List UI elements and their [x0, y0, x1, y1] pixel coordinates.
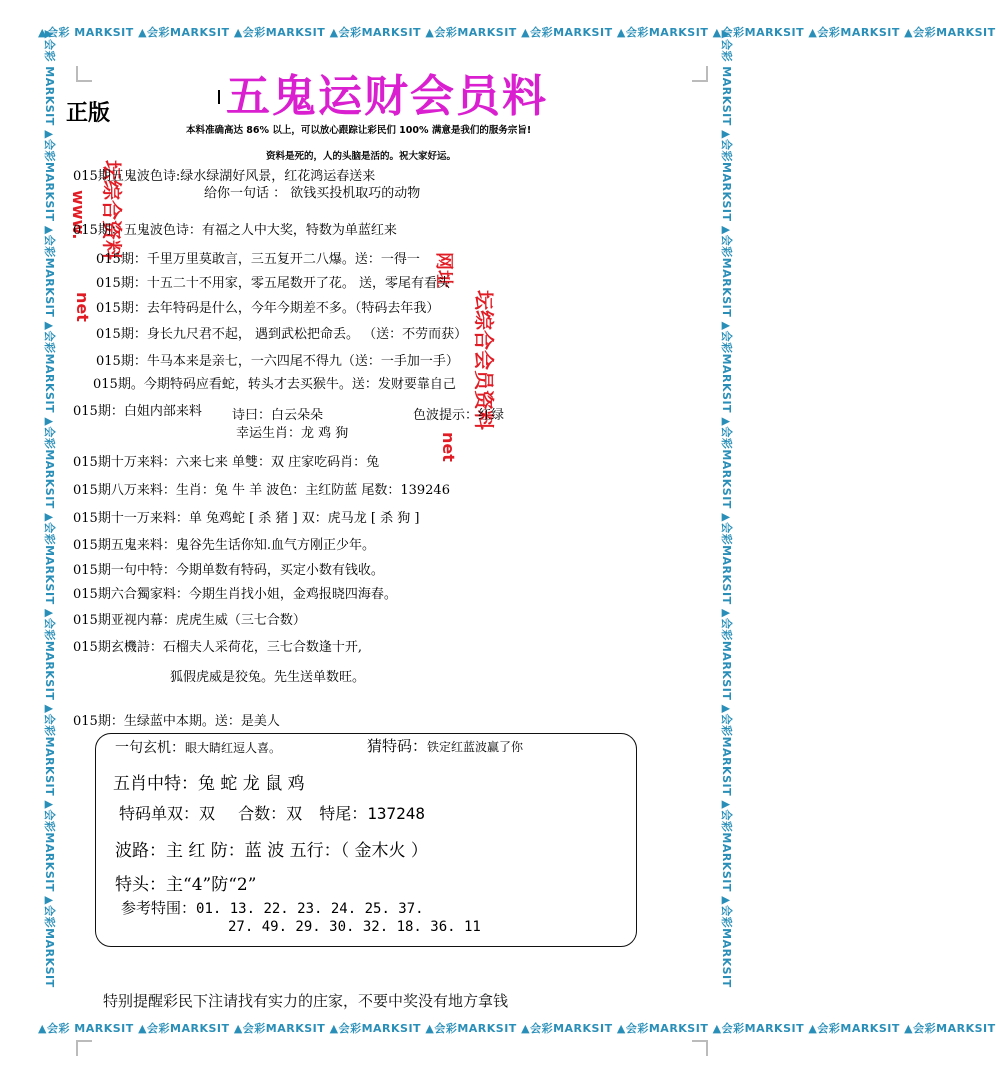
border-bottom: ▲会彩 MARKSIT ▲会彩MARKSIT ▲会彩MARKSIT ▲会彩MARKSIT ▲会彩MARKSIT ▲会彩MARKSIT ▲会彩MARKSIT ▲会彩MARKSIT ▲会彩MARKSIT ▲会彩MARKSIT: [38, 1022, 996, 1035]
border-right-text: ▲会彩 MARKSIT ▲会彩MARKSIT ▲会彩MARKSIT ▲会彩MARKSIT ▲会彩MARKSIT ▲会彩MARKSIT ▲会彩MARKSIT ▲会彩MARKSIT ▲会彩MARKSIT ▲会彩MARKSIT: [720, 30, 733, 988]
watermark-text-c: net: [73, 292, 92, 322]
ref-row: [121, 897, 424, 918]
edition-label: 正版: [66, 100, 111, 126]
head-row: [115, 870, 256, 895]
tail-label: 特尾：: [319, 804, 368, 823]
subtitle-accuracy: 本料准确高达 86% 以上，可以放心跟踪让彩民们 100% 满意是我们的服务宗旨!: [186, 125, 532, 136]
line-liuhe: 015期六合獨家料：今期生肖找小姐，金鸡报晓四海春。: [73, 587, 397, 602]
watermark-text-d: 网址: [433, 252, 454, 288]
line-80k: 015期八万来料：生肖：兔 牛 羊 波色：主红防蓝 尾数：139246: [73, 483, 450, 498]
head-text: 主“4”防“2”: [166, 875, 257, 895]
ref-line-1: 01. 13. 22. 23. 24. 25. 37.: [196, 901, 424, 917]
line-five-ghost: 015期五鬼来料：鬼谷先生话你知.血气方刚正少年。: [73, 538, 375, 553]
line-baijie-zodiac: 幸运生肖：龙 鸡 狗: [236, 426, 349, 441]
line-poem-8: 015期。今期特码应看蛇，转头才去买猴牛。送：发财要靠自己: [93, 377, 456, 392]
line-wave-poem-2: 015期：五鬼波色诗：有福之人中大奖，特数为单蓝红来: [73, 223, 397, 238]
subtitle-luck: 资料是死的，人的头脑是活的。祝大家好运。: [266, 151, 457, 162]
guess-text: 铁定红蓝波赢了你: [427, 740, 524, 754]
line-poem-4: 015期：十五二十不用家，零五尾数开了花。 送，零尾有看头: [96, 276, 450, 291]
guess-label: 猜特码：: [367, 737, 428, 755]
line-one-sentence: 015期一句中特：今期单数有特码，买定小数有钱收。: [73, 563, 384, 578]
footer-reminder: 特别提醒彩民下注请找有实力的庄家，不要中奖没有地方拿钱: [103, 992, 509, 1010]
wave-text: 主 红 防：蓝 波 五行：（ 金木火 ）: [166, 841, 428, 861]
wave-label: 波路：: [115, 841, 166, 861]
border-right: [717, 30, 735, 1030]
line-advice: 给你一句话 ： 欲钱买投机取巧的动物: [204, 186, 421, 201]
watermark-text-b: www.: [69, 190, 88, 240]
crop-mark-br: [692, 1040, 708, 1056]
odd-even-value: 双: [199, 804, 216, 823]
guess-row: [367, 735, 523, 756]
watermark-text-f: net: [439, 432, 458, 462]
riddle-label: 一句玄机：: [115, 740, 185, 756]
ref-label: 参考特围：: [121, 899, 197, 917]
line-poem-3: 015期：千里万里莫敢言，三五复开二八爆。送：一得一: [96, 252, 420, 267]
line-poem-6: 015期：身长九尺君不起， 遇到武松把命丢。 （送：不劳而获）: [96, 327, 468, 342]
line-mystic-poem: 015期玄機詩：石榴夫人采荷花，三七合数逢十开,: [73, 640, 362, 655]
line-mystic-poem-2: 狐假虎威是狡兔。先生送单数旺。: [170, 670, 366, 685]
riddle-row: [115, 737, 281, 757]
riddle-text: 眼大睛红逗人喜。: [185, 741, 282, 755]
watermark-text-a: 坛综合资料: [100, 160, 124, 260]
border-left-text: ▲会彩 MARKSIT ▲会彩MARKSIT ▲会彩MARKSIT ▲会彩MARKSIT ▲会彩MARKSIT ▲会彩MARKSIT ▲会彩MARKSIT ▲会彩MARKSIT ▲会彩MARKSIT ▲会彩MARKSIT: [43, 30, 56, 988]
line-asia-tv: 015期亚视内幕：虎虎生威（三七合数）: [73, 613, 306, 628]
line-110k: 015期十一万来料：单 兔鸡蛇 [ 杀 猪 ] 双：虎马龙 [ 杀 狗 ]: [73, 511, 420, 526]
head-label: 特头：: [115, 875, 166, 895]
border-left: [40, 30, 58, 1030]
border-top: ▲会彩 MARKSIT ▲会彩MARKSIT ▲会彩MARKSIT ▲会彩MARKSIT ▲会彩MARKSIT ▲会彩MARKSIT ▲会彩MARKSIT ▲会彩MARKSIT ▲会彩MARKSIT ▲会彩MARKSIT: [38, 26, 996, 39]
page-title: 五鬼运财会员料: [226, 71, 548, 122]
five-zodiac-text: 兔 蛇 龙 鼠 鸡: [198, 774, 305, 794]
tail-value: 137248: [367, 804, 426, 823]
sum-value: 双: [286, 804, 303, 823]
five-zodiac-row: [113, 769, 305, 794]
sum-label: 合数：: [238, 804, 287, 823]
crop-mark-bl: [76, 1040, 92, 1056]
odd-even-label: 特码单双：: [119, 804, 200, 823]
line-poem-5: 015期：去年特码是什么，今年今期差不多。（特码去年我）: [96, 301, 440, 316]
line-baijie: 015期：白姐内部来料: [73, 404, 202, 419]
ref-line-2: 27. 49. 29. 30. 32. 18. 36. 11: [228, 919, 481, 935]
line-baijie-poem: 诗曰：白云朵朵: [232, 408, 324, 423]
crop-mark-tr: [692, 66, 708, 82]
line-wave-poem: 015期五鬼波色诗:绿水绿湖好风景，红花鸿运春送来: [73, 169, 376, 184]
line-100k: 015期十万来料：六来七来 单雙：双 庄家吃码肖：兔: [73, 455, 380, 470]
line-poem-7: 015期：牛马本来是亲七，一六四尾不得九（送：一手加一手）: [96, 354, 459, 369]
odd-even-row: [119, 801, 425, 824]
wave-row: [115, 836, 428, 861]
title-cursor: [218, 90, 220, 104]
watermark-text-e: 坛综合会员资料: [472, 290, 496, 430]
line-baijie-wave: 色波提示：红绿: [413, 408, 505, 423]
five-zodiac-label: 五肖中特：: [113, 774, 198, 794]
line-green-blue: 015期：生绿蓝中本期。送：是美人: [73, 714, 280, 729]
crop-mark-tl: [76, 66, 92, 82]
